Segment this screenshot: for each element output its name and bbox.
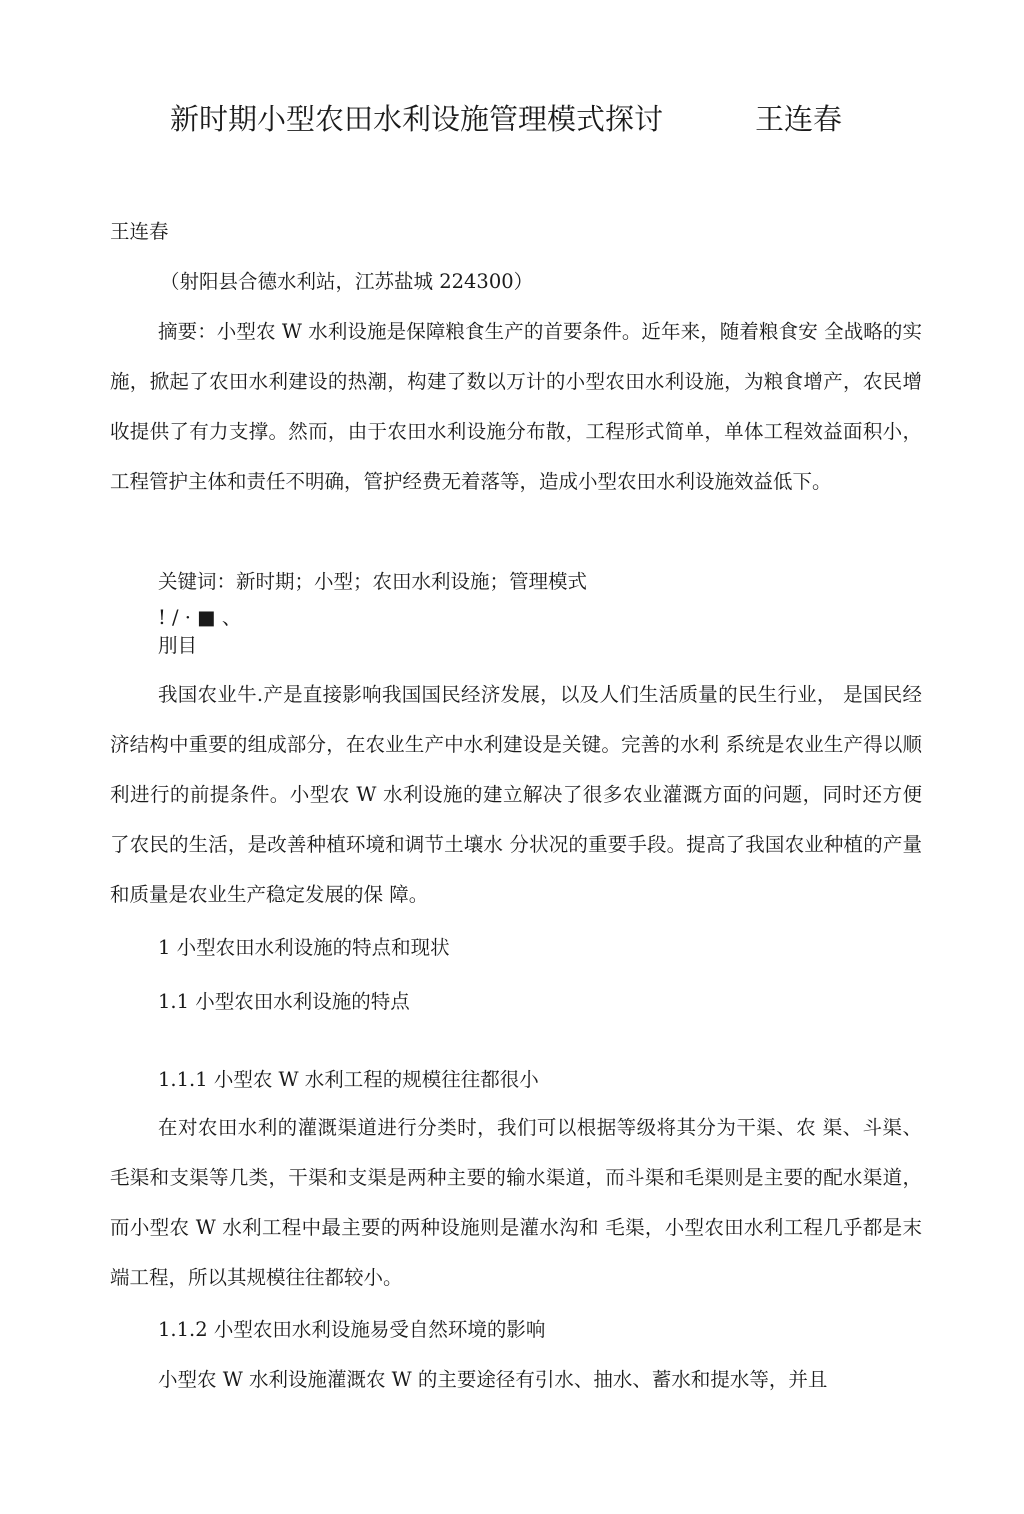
intro-paragraph: 我国农业牛.产是直接影响我国国民经济发展，以及人们生活质量的民生行业， 是国民经济结构中重要的组成部分，在农业生产中水利建设是关键。完善的水利 系统是农业生产得以顺利进行的前提条件。小型农 W 水利设施的建立解决了很多农业灌溉方面的问题，同时还方便了农民的生活，是改善种植环境和调节土壤水 分状况的重要手段。提高了我国农业种植的产量和质量是农业生产稳定发展的保 障。 <box>110 683 922 906</box>
section-heading-1-1-1: 1.1.1 小型农 W 水利工程的规模往往都很小 <box>158 1068 539 1091</box>
abstract-paragraph: 摘要：小型农 W 水利设施是保障粮食生产的首要条件。近年来，随着粮食安 全战略的实施，掀起了农田水利建设的热潮，构建了数以万计的小型农田水利设施，为粮食增产，农民增收提供了有力支撑。然而，由于农田水利设施分布散，工程形式简单，单体工程效益面积小，工程管护主体和责任不明确，管护经费无着落等，造成小型农田水利设施效益低下。 <box>110 320 922 493</box>
keywords-line: 关键词：新时期；小型；农田水利设施；管理模式 <box>158 570 588 593</box>
section-heading-1-1: 1.1 小型农田水利设施的特点 <box>158 990 410 1013</box>
document-title <box>170 98 870 140</box>
paragraph-1-1-2: 小型农 W 水利设施灌溉农 W 的主要途径有引水、抽水、蓄水和提水等，并且 <box>158 1368 828 1391</box>
author-affiliation: （射阳县合德水利站，江苏盐城 224300） <box>160 270 534 293</box>
section-heading-1: 1 小型农田水利设施的特点和现状 <box>158 936 450 959</box>
paragraph-1-1-1: 在对农田水利的灌溉渠道进行分类时，我们可以根据等级将其分为干渠、农 渠、斗渠、毛渠和支渠等几类，干渠和支渠是两种主要的输水渠道，而斗渠和毛渠则是主要的配水渠道，而小型农 W 水利工程中最主要的两种设施则是灌水沟和 毛渠，小型农田水利工程几乎都是末端工程，所以其规模往往都较小。 <box>110 1116 922 1289</box>
title-author: 王连春 <box>755 102 843 136</box>
scan-artifact-line: ! / · ■ 、 <box>158 606 242 629</box>
section-heading-1-1-2: 1.1.2 小型农田水利设施易受自然环境的影响 <box>158 1318 546 1341</box>
author-name: 王连春 <box>110 220 169 243</box>
preface-heading: 刖目 <box>158 634 198 657</box>
title-text: 新时期小型农田水利设施管理模式探讨 <box>170 102 664 136</box>
